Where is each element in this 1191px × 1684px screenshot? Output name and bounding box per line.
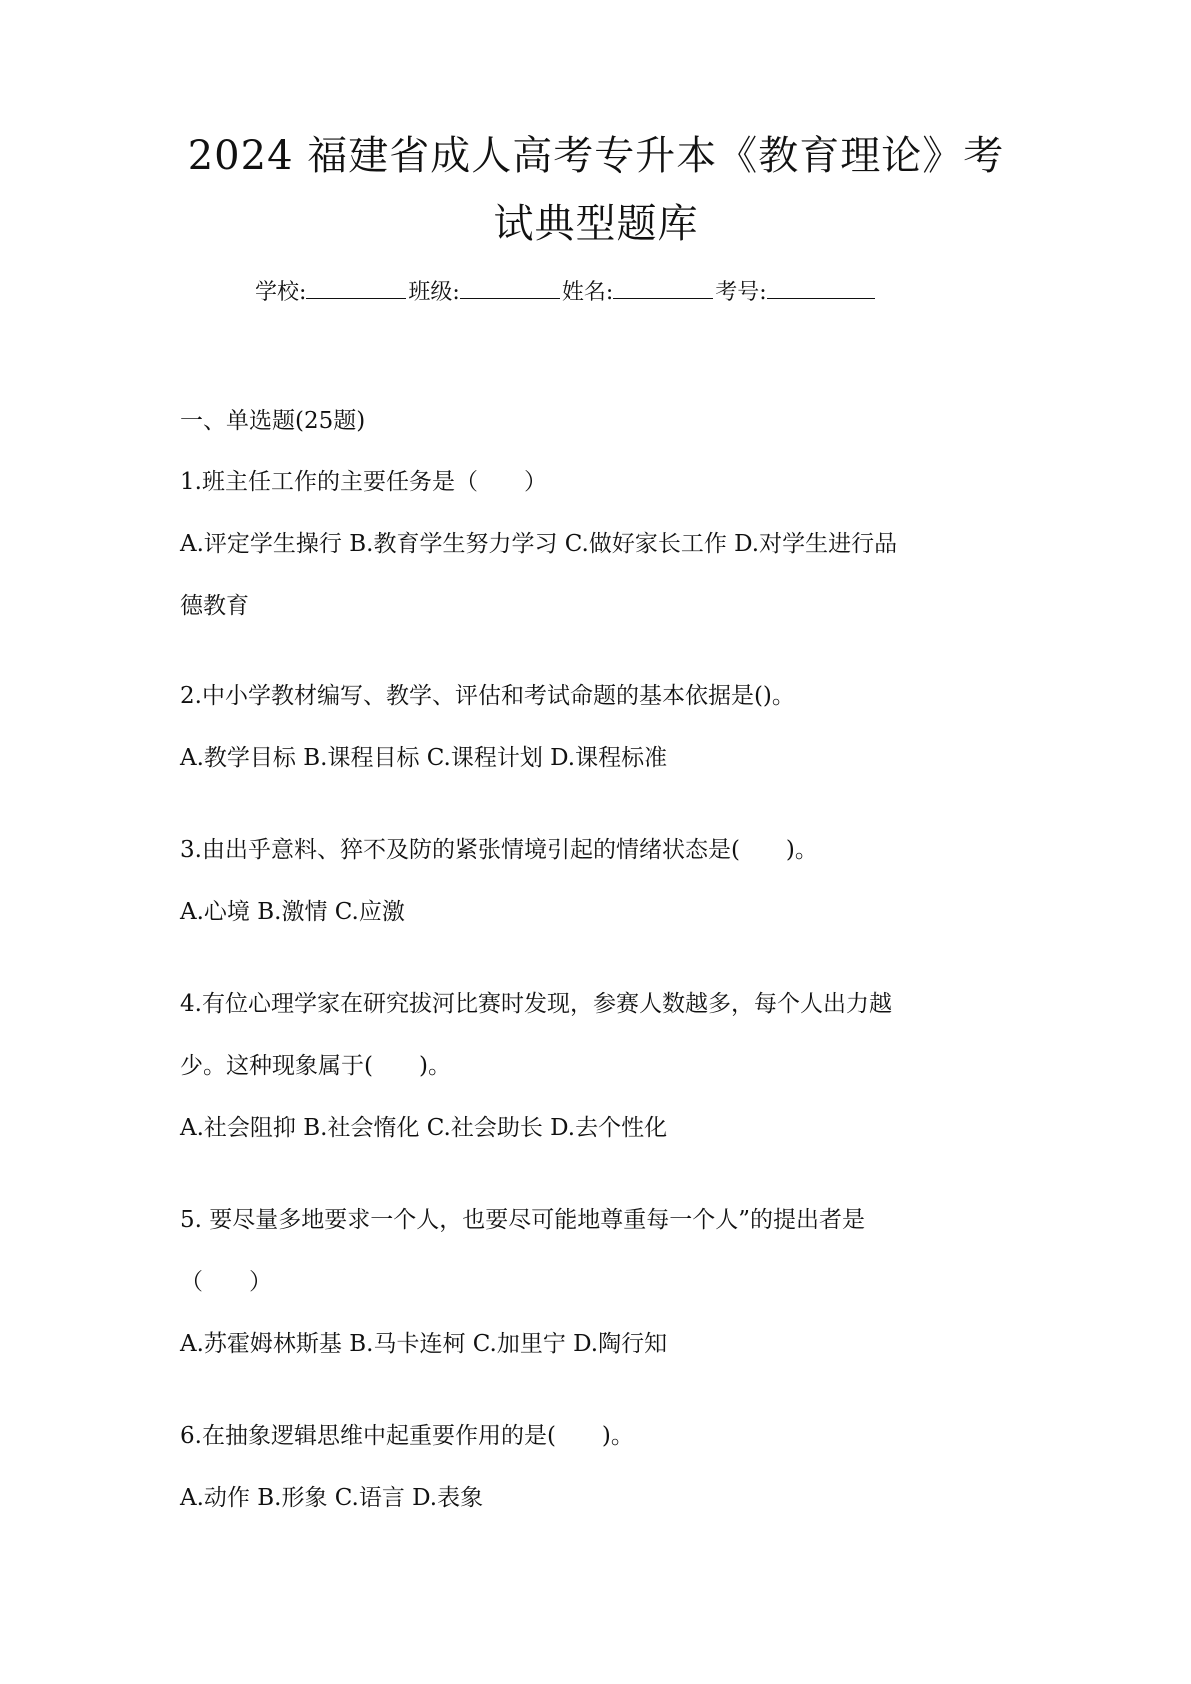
question-3-options (180, 881, 1020, 943)
school-label: 学校: (255, 280, 307, 305)
question-options-line: A.评定学生操行 B.教育学生努力学习 C.做好家长工作 D.对学生进行品 (180, 531, 898, 557)
name-blank (613, 276, 713, 299)
question-stem-line: 少。这种现象属于( )。 (180, 1053, 451, 1079)
question-stem-line: 4.有位心理学家在研究拔河比赛时发现，参赛人数越多，每个人出力越 (180, 991, 892, 1017)
class-blank (460, 276, 560, 299)
question-options-line: A.心境 B.激情 C.应激 (180, 899, 405, 925)
question-stem-line: 5. 要尽量多地要求一个人，也要尽可能地尊重每一个人”的提出者是 (180, 1207, 866, 1233)
title-line-1: 2024 福建省成人高考专升本《教育理论》考 (187, 133, 1005, 179)
question-5-options (180, 1313, 1020, 1375)
question-5-stem (180, 1189, 1020, 1313)
student-info-line (255, 276, 877, 310)
class-label: 班级: (408, 280, 460, 305)
question-options-line: A.社会阻抑 B.社会惰化 C.社会助长 D.去个性化 (180, 1115, 668, 1141)
question-stem-line: 1.班主任工作的主要任务是（ ） (180, 469, 547, 495)
question-4-options (180, 1097, 1020, 1159)
question-stem-line: 3.由出乎意料、猝不及防的紧张情境引起的情绪状态是( )。 (180, 837, 818, 863)
question-1-stem (180, 451, 1020, 513)
question-stem-line: 2.中小学教材编写、教学、评估和考试命题的基本依据是()。 (180, 683, 795, 709)
question-6-stem (180, 1405, 1020, 1467)
question-3-stem (180, 819, 1020, 881)
question-options-line: A.动作 B.形象 C.语言 D.表象 (180, 1485, 484, 1511)
question-stem-line: 6.在抽象逻辑思维中起重要作用的是( )。 (180, 1423, 634, 1449)
school-blank (306, 276, 406, 299)
question-options-line: A.苏霍姆林斯基 B.马卡连柯 C.加里宁 D.陶行知 (180, 1331, 668, 1357)
title-line-2: 试典型题库 (493, 201, 699, 247)
question-6-options (180, 1467, 1020, 1529)
section-heading: 一、单选题(25题) (180, 408, 366, 434)
page-title (170, 122, 1022, 258)
question-1-options (180, 513, 1020, 637)
question-stem-line: （ ） (180, 1269, 272, 1295)
question-2-options (180, 727, 1020, 789)
question-options-line: A.教学目标 B.课程目标 C.课程计划 D.课程标准 (180, 745, 668, 771)
name-label: 姓名: (561, 280, 614, 305)
exam-no-blank (767, 276, 875, 299)
question-2-stem (180, 665, 1020, 727)
exam-no-label: 考号: (715, 280, 767, 305)
question-4-stem (180, 973, 1020, 1097)
question-options-line: 德教育 (180, 593, 249, 619)
